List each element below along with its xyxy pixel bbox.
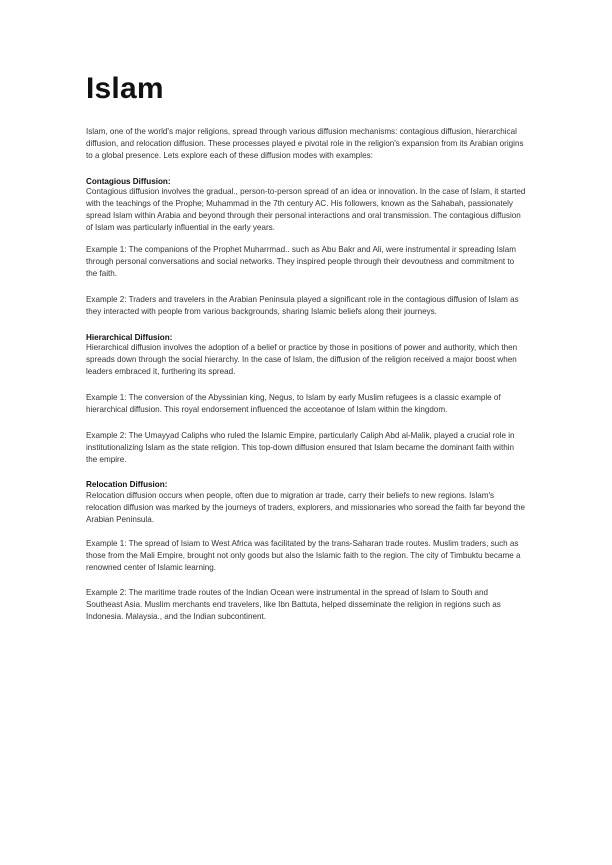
contagious-heading: Contagious Diffusion:: [86, 177, 171, 186]
relocation-body: Relocation diffusion occurs when people, often due to migration ar trade, carry their beliefs to new regions. Islam's relocation diffusion was marked by the journeys of traders, explorers, and missionaries who soread the faith far beyond the Arabian Peninsula.: [86, 491, 525, 524]
hierarchical-example-2: Example 2: The Umayyad Caliphs who ruled the Islamic Empire, particularly Caliph Abd al-Malik, played a crucial role in institutionalizing Islam as the state religion. This top-down diffusion ensured that Islam became the dominant faith within the empire.: [86, 431, 515, 464]
hierarchical-body: Hierarchical diffusion involves the adoption of a belief or practice by those in positions of power and authority, which then spreads down through the social hierarchy. In the case of Islam, the diffusion of the religion received a major boost when leaders embraced it, furthering its spread.: [86, 343, 518, 376]
hierarchical-heading: Hierarchical Diffusion:: [86, 333, 173, 342]
relocation-example-2: Example 2: The maritime trade routes of the Indian Ocean were instrumental in the spread of Islam to South and Southeast Asia. Muslim merchants end travelers, like Ibn Battuta, helped disseminate the religion in regions such as Indonesia. Malaysia., and the Indian subcontinent.: [86, 588, 501, 621]
contagious-example-1: Example 1: The companions of the Prophet Muharrmad.. such as Abu Bakr and Ali, were instrumental ir spreading Islam through personal conversations and social networks. They inspired people through their devoutness and commitment to the faith.: [86, 245, 516, 278]
hierarchical-example-1: Example 1: The conversion of the Abyssinian king, Negus, to Islam by early Muslim refugees is a classic example of hierarchical diffusion. This royal endorsement influenced the acceotanoe of Islam within the kingdom.: [86, 393, 501, 414]
contagious-body: Contagious diffusion involves the gradual., person-to-person spread of an idea or innovation. In the case of Islam, it started with the teachings of the Prophe; Muhammad in the 7th century AC. His followers, known as the Sahabah, passionately spread Islam within Arabia and beyond through their personal interactions and oral transmission. The contagious diffusion of Islam was particularly influential in the early years.: [86, 187, 526, 232]
contagious-example-2: Example 2: Traders and travelers in the Arabian Peninsula played a significant role in the contagious diffusion of Islam as they interacted with people from various backgrounds, sharing Islamic beliefs along their journeys.: [86, 295, 519, 316]
relocation-example-1: Example 1: The spread of Isiam to West Africa was facilitated by the trans-Saharan trade routes. Muslim traders, such as those from the Mali Empire, brought not only goods but also the Islamic faith to the region. The city of Timbuktu became a renowned center of Islamic learning.: [86, 539, 521, 572]
intro-paragraph: Islam, one of the world's major religions, spread through various diffusion mechanisms: contagious diffusion, hierarchical diffusion, and relocation diffusion. These processes played e pivotal role in the religion's expansion from its Arabian origins to a global presence. Lets explore each of these diffusion modes with examples:: [86, 127, 524, 160]
page-title: Islam: [86, 72, 164, 105]
relocation-heading: Relocation Diffusion:: [86, 480, 168, 489]
